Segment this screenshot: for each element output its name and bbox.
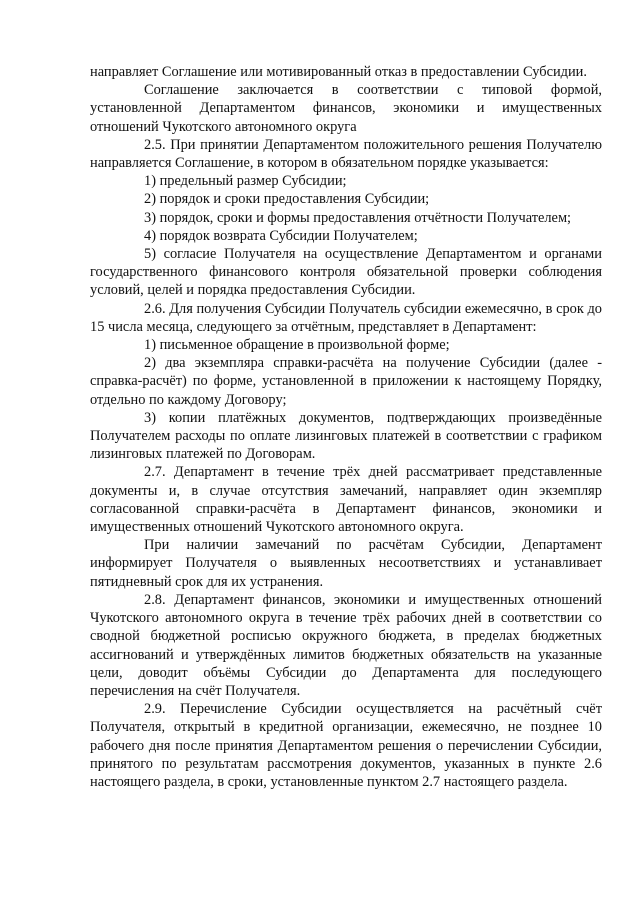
paragraph-2-8: 2.8. Департамент финансов, экономики и имущественных отношений Чукотского автономного округа в течение трёх рабочих дней в соответствии со сводной бюджетной росписью окружного бюджета, в пределах бюджетных ассигнований и утверждённых лимитов бюджетных обязательств на указанные цели, доводит объёмы Субсидии до Департамента для последующего перечисления на счёт Получателя.: [90, 591, 602, 699]
paragraph-2-7: 2.7. Департамент в течение трёх дней рассматривает представленные документы и, в случае отсутствия замечаний, направляет один экземпляр согласованной справки-расчёта в Департамент финансов, экономики и имущественных отношений Чукотского автономного округа.: [90, 464, 602, 536]
document-page: [90, 63, 602, 791]
paragraph-2-9: 2.9. Перечисление Субсидии осуществляется на расчётный счёт Получателя, открытый в кредитной организации, ежемесячно, не позднее 10 рабочего дня после принятия Департаментом решения о перечислении Субсидии, принятого по результатам рассмотрения документов, указанных в пункте 2.6 настоящего раздела, в сроки, установленные пунктом 2.7 настоящего раздела.: [90, 701, 602, 790]
list-item-2-5-5: 5) согласие Получателя на осуществление Департаментом и органами государственного финансового контроля обязательной проверки соблюдения условий, целей и порядка предоставления Субсидии.: [90, 246, 602, 299]
list-item-2-5-1: 1) предельный размер Субсидии;: [144, 173, 347, 190]
list-item-2-6-3: 3) копии платёжных документов, подтверждающих произведённые Получателем расходы по оплате лизинговых платежей в соответствии с графиком лизинговых платежей по Договорам.: [90, 409, 602, 463]
list-item-2-6-2: 2) два экземпляра справки-расчёта на получение Субсидии (далее - справка-расчёт) по форме, установленной в приложении к настоящему Порядку, отдельно по каждому Договору;: [90, 355, 602, 408]
list-item-2-5-3: 3) порядок, сроки и формы предоставления отчётности Получателем;: [144, 209, 572, 226]
paragraph-2-5: 2.5. При принятии Департаментом положительного решения Получателю направляется Соглашение, в котором в обязательном порядке указывается:: [90, 136, 602, 172]
paragraph-remarks: При наличии замечаний по расчётам Субсидии, Департамент информирует Получателя о выявленных несоответствиях и устанавливает пятидневный срок для их устранения.: [90, 537, 602, 590]
paragraph-agreement-form: Соглашение заключается в соответствии с типовой формой, установленной Департаментом финансов, экономики и имущественных отношений Чукотского автономного округа: [90, 82, 602, 135]
paragraph-continuation: направляет Соглашение или мотивированный отказ в предоставлении Субсидии.: [90, 64, 587, 80]
list-item-2-5-2: 2) порядок и сроки предоставления Субсидии;: [144, 191, 430, 208]
paragraph-2-6: 2.6. Для получения Субсидии Получатель субсидии ежемесячно, в срок до 15 числа месяца, следующего за отчётным, представляет в Департамент:: [90, 300, 602, 335]
list-item-2-5-4: 4) порядок возврата Субсидии Получателем;: [144, 227, 418, 244]
list-item-2-6-1: 1) письменное обращение в произвольной форме;: [144, 337, 450, 354]
